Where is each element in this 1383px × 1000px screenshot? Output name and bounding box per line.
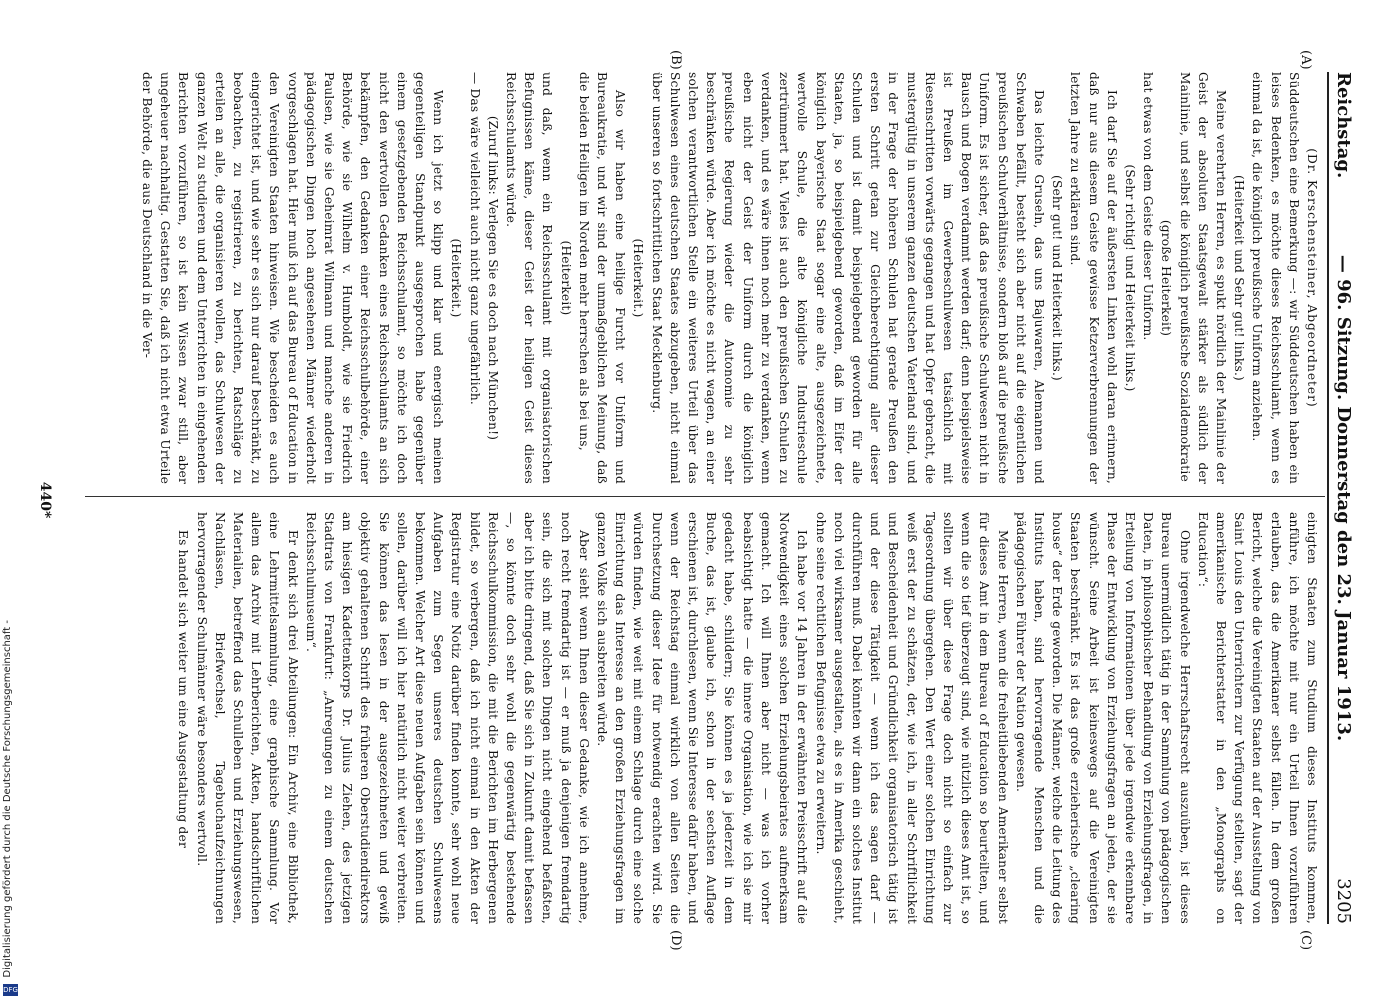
paragraph: Es handelt sich weiter um eine Ausgestaltung der (176, 530, 191, 849)
page-header (1327, 72, 1359, 924)
interjection: (Heiterkeit.) (631, 238, 646, 318)
paragraph: Er denkt sich drei Abteilungen: Ein Archiv, eine Bibliothek, eine Lehrmittelsammlung, eine graphische Sammlung. Vor allem das Archiv mit Lehrberichten, Akten, handschriftlichen Materialien, betreffend das Schulleben und Erziehungswesen, Nachlässen, Briefwechsel, Tagebuchaufzeichnungen hervorragender Schulmänner wäre besonders wertvoll. (194, 512, 300, 924)
page-signature: 440* (37, 481, 53, 519)
speaker-line: (Dr. Kerschensteiner, Abgeordneter) (1305, 148, 1319, 408)
paragraph: hat etwas von dem Geiste dieser Uniform. (1141, 72, 1156, 341)
right-column (174, 512, 1321, 924)
interjection: (Heiterkeit und Sehr gut! links.) (1232, 174, 1247, 381)
paragraph: Wenn ich jetzt so klipp und klar und energisch meinen gegenteiligen Standpunkt ausgesprochen habe gegenüber einem gesetzgebenden Reichsschulamt, so möchte ich doch nicht den wertvollen Gedanken eines Reichsschulamts an sich bekämpfen, den Gedanken einer Reichsschulbehörde, einer Behörde, wie sie Wilhelm v. Humboldt, wie sie Friedrich Paulsen, wie sie Geheimrat Wilmann und manche anderen in pädagogischen Dingen hoch angesehenen Männer wiederholt vorgeschlagen hat. Hier muß ich auf das Bureau of Education in den Vereinigten Staaten hinweisen. Wie bescheiden es auch eingerichtet ist, und wie sehr es sich nur darauf beschränkt, zu beobachten, zu registrieren, zu berichten, Ratschläge zu erteilen an alle, die organisieren wollen, das Schulwesen der ganzen Welt zu studieren und dem Unterrichten in eingehenden Berichten vorzuführen, so ist kein Wissen zwar still, aber ungeheuer nachhaltig. Gestatten Sie, daß ich nicht etwa Urteile der Behörde, die aus Deutschland in die Ver- (140, 72, 446, 484)
left-column (138, 72, 1321, 484)
paragraph: Ich darf Sie auf der äußersten Linken wohl daran erinnern, daß nur aus diesem Geiste gewisse Ketzerverbrennungen der letzten Jahre zu erklären sind. (1068, 72, 1119, 484)
interjection: (Sehr richtig! und Heiterkeit links.) (1122, 164, 1137, 392)
paragraph: Süddeutschen eine Bemerkung —: wir Süddeutschen haben ein leises Bedenken, es möchte dieses Reichsschulamt, wenn es einmal da ist, die königlich preußische Uniform anziehen. (1250, 72, 1301, 484)
interjection: (Heiterkeit.) (449, 238, 464, 318)
funding-note: Digitalisierung gefördert durch die Deutsche Forschungsgemeinschaft - (2, 620, 13, 978)
paragraph: und daß, wenn ein Reichsschulamt mit organisatorischen Befugnissen käme, dieser Geist der heiligen Geist dieses Reichsschulamts würde. (504, 72, 555, 484)
paragraph: Aber sieht wenn Ihnen dieser Gedanke, wie ich annehme, noch recht fremdartig ist — er muß ja denjenigen fremdartig sein, die sich mit solchen Dingen nicht eingehend befaßten, aber ich bitte dringend, daß Sie sich in Zukunft damit befassen —, so könnte doch sehr wohl die gegenwärtig bestehende Reichsschulkommission, die mit die Berichten im Herbergenen bildet, so verbergen, daß ich nicht einmal in den Akten der Registratur eine Notiz darüber finden konnte, sehr wohl neue Aufgaben zum Segen unseres deutschen Schulwesens bekommen. Welcher Art diese neuen Aufgaben sein können und sollen, darüber will ich hier natürlich nicht weiter verbreiten. Sie können das lesen in der ausgezeichneten und gewiß objektiv gehaltenen Schrift des früheren Oberstudiendirektors am hiesigen Kadettenkorps Dr. Julius Ziehen, des jetzigen Stadtrats von Frankfurt: „Anregungen zu einem deutschen Reichsschulmuseum“. (303, 512, 591, 924)
page-number: 3205 (1333, 878, 1354, 924)
digitization-sidebar (0, 0, 22, 1000)
interjection: (Zuruf links: Verlegen Sie es doch nach München!) (485, 115, 500, 441)
margin-marker-a: (A) (1298, 50, 1313, 70)
paragraph: — Das wäre vielleicht auch nicht ganz ungefährlich. (467, 72, 482, 405)
paragraph: Ich habe vor 14 Jahren in der erwähnten Preisschrift auf die Notwendigkeit eines solchen Erziehungsbeirates aufmerksam gemacht. Ich will Ihnen aber nicht — was ich vorher beabsichtigt hatte — die innere Organisation, wie ich sie mir gedacht habe, schildern; Sie können es ja jederzeit in dem Buche, das ist, glaube ich, schon in der sechsten Auflage erschienen ist, durchlesen, wenn Sie Interesse dafür haben, und wenn der Reichstag einmal wirklich von allen Seiten die Durchsetzung dieser Idee für notwendig erachten wird. Sie würden finden, wie weit mit einem Schlage durch eine solche Einrichtung das Interesse an den großen Erziehungsfragen im ganzen Volke sich ausbreiten würde. (595, 512, 810, 924)
paragraph: Also wir haben eine heilige Furcht vor Uniform und Bureaukratie, und wir sind der unmaßgeblichen Meinung, daß die beiden Heiligen im Norden mehr herrschen als bei uns, (576, 72, 628, 484)
margin-marker-b: (B) (668, 50, 683, 70)
margin-marker-d: (D) (668, 930, 683, 951)
interjection: (Heiterkeit) (558, 240, 573, 316)
interjection: (Sehr gut! und Heiterkeit links.) (1050, 174, 1065, 381)
column-divider (85, 496, 1325, 497)
paragraph: Meine Herren, wenn die freiheitliebenden Amerikaner selbst für dieses Amt in dem Bureau of Education so beurteilten, und wenn die so tief überzeugt sind, wie nützlich dieses Amt ist, so sollten wir über diese Frage doch nicht so einfach zur Tagesordnung übergehen. Den Wert einer solchen Einrichtung weiß erst der zu schätzen, der, wie ich, in aller Schriftlichkeit und Bescheidenheit und Gründlichkeit organisatorisch tätig ist und der diese Tätigkeit — wenn ich das sagen darf — durchführen muß. Dabei könnten wir dann ein solches Institut noch viel wirksamer ausgestalten, als es in Amerika geschieht, ohne seine rechtlichen Befugnisse etwa zu erweitern. (813, 512, 1010, 924)
paragraph: Das leichte Gruseln, das uns Bajuwaren, Alemannen und Schwaben befällt, besteht sich aber nicht auf die eigentlichen preußischen Schulverhältnisse, sondern bloß auf die preußische Uniform. Es ist sicher, daß das preußische Schulwesen nicht in Bausch und Bogen verdammt werden darf; denn beispielsweise ist Preußen im Gewerbeschulwesen tatsächlich mit Riesenschritten vorwärts gegangen und hat Opfer gebracht, die mustergültig in unserem ganzen deutschen Vaterland sind, und in der Frage der höheren Schulen hat gerade Preußen den ersten Schritt getan zur Gleichberechtigung aller dieser Schulen und ist damit beispielgebend geworden für alle Staaten, ja, so beispielgebend geworden, daß im Eifer der königlich bayerische Staat sogar eine alte, ausgezeichnete, wertvolle Schule, die alte königliche Industrieschule zertrümmert hat. Vieles ist auch den preußischen Schulen zu verdanken, und es wäre ihnen noch mehr zu verdanken, wenn eben nicht der Geist der Uniform durch die königlich preußische Regierung wieder die Autonomie zu sehr beschränken würde. Aber ich möchte es nicht wagen, an einer solchen verantwortlichen Stelle ein weiteres Urteil über das Schulwesen eines deutschen Staates abzugeben, nicht einmal über unseren so fortschrittlichen Staat Mecklenburg. (649, 72, 1046, 484)
margin-marker-c: (C) (1298, 930, 1313, 951)
interjection: (große Heiterkeit) (1159, 219, 1174, 337)
header-session: — 96. Sitzung. Donnerstag den 23. Januar 1913. (1333, 254, 1354, 742)
header-title: Reichstag. (1333, 72, 1354, 179)
quotation: Ohne irgendwelche Herrschaftsrecht auszuüben, ist dieses Bureau unermüdlich tätig in der Sammlung von pädagogischen Daten, in philosophischer Behandlung von Erziehungsfragen, in Erteilung von Informationen über jede irgendwie erkennbare Phase der Entwicklung von Erziehungsfragen an jeden, der sie wünscht. Seine Arbeit ist keineswegs auf die Vereinigten Staaten beschränkt. Es ist das große erzieherische „clearing house“ der Erde geworden. Die Männer, welche die Leitung des Instituts haben, sind hervorragende Menschen und die pädagogischen Führer der Nation gewesen. (1013, 512, 1192, 924)
paragraph: einigten Staaten zum Studium dieses Instituts kommen, anführe, ich möchte mit nur ein Urteil Ihnen vorzuführen erlauben, das die Amerikaner selbst fällen. In dem großen Bericht, welche die Vereinigten Staaten auf der Ausstellung von Saint Louis den Unterrichtern zur Verfügung stellten, sagt der amerikanische Berichterstatter in den „Monographs on Education“: (1195, 512, 1319, 924)
paragraph: Meine verehrten Herren, es spukt nördlich der Mainlinie der Geist der absoluten Staatsgewalt stärker als südlich der Mainlinie, und selbst die königlich preußische Sozialdemokratie (1177, 72, 1228, 484)
dfg-logo-icon: DFG (3, 986, 18, 994)
